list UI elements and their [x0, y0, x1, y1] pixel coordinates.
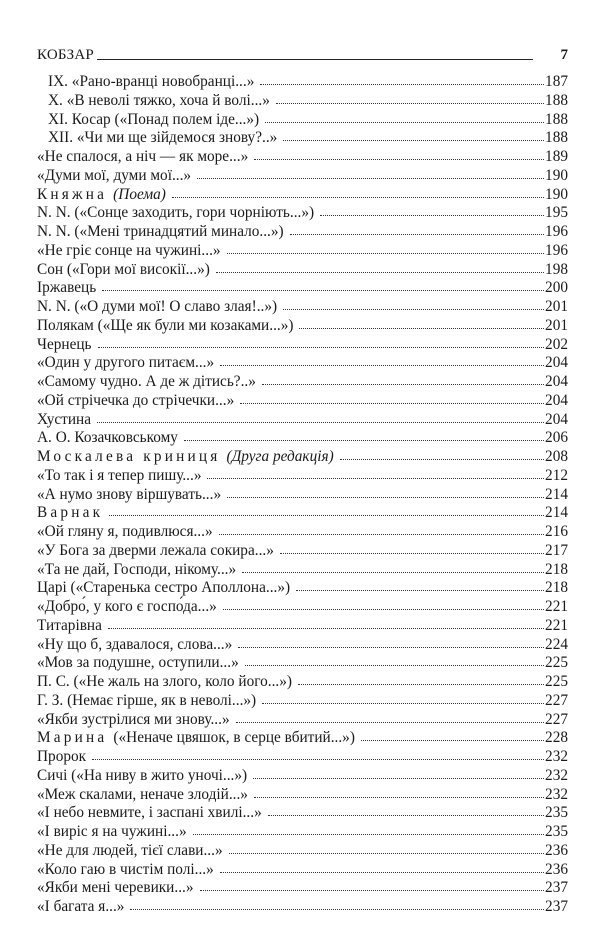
entry-page-number: 217: [545, 541, 568, 559]
entry-title: «Ой стрічечка до стрічечки...»: [37, 391, 235, 409]
entry-page-number: 212: [545, 466, 568, 484]
entry-title: Іржавець: [37, 279, 97, 297]
toc-entry: [37, 542, 568, 561]
entry-page-number: 202: [545, 335, 568, 353]
dot-leader: [296, 590, 544, 591]
entry-page-number: 228: [545, 729, 568, 747]
entry-title: X. «В неволі тяжко, хоча й волі...»: [48, 91, 270, 109]
dot-leader: [216, 272, 544, 273]
entry-title: «Ой гляну я, подивлюся...»: [37, 523, 213, 540]
dot-leader: [193, 834, 544, 835]
dot-leader: [229, 853, 544, 854]
entry-title: «Коло гаю в чистім полі...»: [37, 860, 214, 878]
dot-leader: [320, 215, 544, 216]
table-of-contents: [37, 73, 568, 917]
dot-leader: [102, 290, 544, 291]
entry-subtitle: (Друга редакція): [226, 448, 334, 465]
entry-title: XII. «Чи ми ще зійдемося знову?..»: [48, 129, 278, 147]
entry-page-number: 204: [545, 410, 568, 428]
dot-leader: [276, 103, 544, 104]
dot-leader: [254, 797, 544, 798]
toc-entry: [37, 579, 568, 598]
toc-entry: [37, 861, 568, 880]
dot-leader: [92, 759, 544, 760]
dot-leader: [299, 328, 544, 329]
entry-page-number: 190: [545, 185, 568, 203]
dot-leader: [268, 815, 544, 816]
entry-title: «Не спалося, а ніч — як море...»: [37, 148, 249, 165]
entry-title: Титарівна: [37, 616, 102, 634]
entry-page-number: 187: [545, 73, 568, 90]
entry-title: Варнак: [37, 504, 104, 522]
toc-entry: [37, 673, 568, 692]
toc-entry: [37, 148, 568, 167]
entry-title: Г. З. (Немає гірше, як в неволі...»): [37, 691, 257, 709]
toc-entry: [37, 879, 568, 898]
dot-leader: [227, 497, 544, 498]
entry-title: N. N. («Мені тринадцятий минало...»): [37, 223, 284, 240]
toc-entry: [37, 279, 568, 298]
toc-entry: [37, 692, 568, 711]
entry-page-number: 237: [545, 898, 568, 915]
dot-leader: [283, 309, 544, 310]
toc-entry: [37, 804, 568, 823]
entry-page-number: 236: [545, 841, 568, 859]
toc-entry: [37, 186, 568, 205]
toc-entry: [37, 223, 568, 242]
dot-leader: [238, 647, 544, 648]
entry-subtitle: («Неначе цвяшок, в серце вбитий...»): [113, 729, 355, 747]
entry-page-number: 216: [545, 523, 568, 540]
entry-title: «У Бога за дверми лежала сокира...»: [37, 541, 274, 559]
entry-page-number: 224: [545, 635, 568, 653]
toc-entry: [37, 523, 568, 542]
entry-title: N. N. («Сонце заходить, гори чорніють...»): [37, 204, 315, 222]
running-header: [37, 44, 568, 64]
dot-leader: [298, 684, 544, 685]
entry-title: «Та не дай, Господи, нікому...»: [37, 560, 237, 578]
toc-entry: [37, 617, 568, 636]
entry-page-number: 208: [545, 448, 568, 465]
dot-leader: [130, 909, 544, 910]
entry-title: «Мов за подушне, оступили...»: [37, 654, 239, 672]
toc-entry: [37, 729, 568, 748]
entry-page-number: 188: [545, 91, 568, 109]
entry-title: П. С. («Не жаль на злого, коло його...»): [37, 673, 292, 690]
toc-entry: [37, 504, 568, 523]
entry-title: «Один у другого питаєм...»: [37, 354, 215, 372]
entry-page-number: 227: [545, 710, 568, 728]
entry-title: «І небо невмите, і заспані хвилі...»: [37, 804, 262, 822]
entry-page-number: 214: [545, 504, 568, 522]
toc-entry: [37, 654, 568, 673]
entry-page-number: 196: [545, 241, 568, 259]
entry-title: N. N. («О думи мої! О славо злая!..»): [37, 298, 278, 315]
entry-page-number: 232: [545, 785, 568, 803]
entry-page-number: 236: [545, 860, 568, 878]
toc-entry: [37, 92, 568, 111]
entry-page-number: 221: [545, 616, 568, 634]
entry-title: XI. Косар («Понад полем іде...»): [48, 110, 260, 128]
dot-leader: [220, 365, 544, 366]
dot-leader: [262, 384, 544, 385]
dot-leader: [265, 122, 544, 123]
entry-title: Сичі («На ниву в жито уночі...»): [37, 766, 248, 784]
dot-leader: [260, 84, 544, 85]
toc-entry: [37, 354, 568, 373]
toc-entry: [37, 467, 568, 486]
toc-entry: [37, 204, 568, 223]
entry-page-number: 232: [545, 766, 568, 784]
page-number: 7: [560, 47, 568, 63]
entry-title: «Думи мої, думи мої...»: [37, 166, 192, 184]
dot-leader: [200, 890, 545, 891]
entry-title: IX. «Рано-вранці новобранці...»: [48, 73, 255, 90]
toc-entry: [37, 711, 568, 730]
entry-title: Чернець: [37, 335, 92, 353]
entry-title: Пророк: [37, 748, 87, 765]
entry-title: «Якби мені черевики...»: [37, 879, 194, 897]
book-title: КОБЗАР: [37, 47, 94, 63]
dot-leader: [253, 778, 544, 779]
entry-title: «Якби зустрілися ми знову...»: [37, 710, 230, 728]
entry-title: А. О. Козачковському: [37, 429, 178, 447]
toc-entry: [37, 448, 568, 467]
dot-leader: [197, 178, 544, 179]
entry-title: «І багата я...»: [37, 898, 125, 915]
toc-entry: [37, 111, 568, 130]
toc-entry: [37, 298, 568, 317]
entry-title: «Самому чудно. А де ж дітись?..»: [37, 373, 256, 390]
dot-leader: [172, 197, 544, 198]
dot-leader: [242, 572, 544, 573]
toc-entry: [37, 242, 568, 261]
toc-entry: [37, 373, 568, 392]
entry-page-number: 188: [545, 129, 568, 147]
toc-entry: [37, 767, 568, 786]
dot-leader: [240, 403, 544, 404]
toc-entry: [37, 823, 568, 842]
dot-leader: [184, 440, 544, 441]
entry-page-number: 235: [545, 823, 568, 840]
dot-leader: [245, 665, 544, 666]
entry-page-number: 188: [545, 110, 568, 128]
entry-title: Княжна: [37, 185, 108, 203]
toc-entry: [37, 748, 568, 767]
toc-entry: [37, 842, 568, 861]
entry-title: Царі («Старенька сестро Аполлона...»): [37, 579, 291, 597]
entry-title: «Меж скалами, неначе злодій...»: [37, 785, 248, 803]
dot-leader: [223, 609, 544, 610]
dot-leader: [340, 459, 544, 460]
entry-title: «А нумо знову віршувать...»: [37, 485, 222, 503]
entry-page-number: 227: [545, 691, 568, 709]
entry-page-number: 201: [545, 298, 568, 315]
entry-page-number: 198: [545, 260, 568, 278]
entry-page-number: 204: [545, 354, 568, 372]
entry-page-number: 218: [545, 560, 568, 578]
entry-title: Сон («Гори мої високії...»): [37, 260, 210, 278]
entry-title: Москалева криниця: [37, 448, 221, 465]
entry-page-number: 195: [545, 204, 568, 222]
entry-title: «І виріс я на чужині...»: [37, 823, 187, 840]
toc-entry: [37, 898, 568, 917]
dot-leader: [220, 872, 544, 873]
toc-entry: [37, 73, 568, 92]
entry-page-number: 225: [545, 673, 568, 690]
dot-leader: [97, 422, 544, 423]
dot-leader: [283, 140, 544, 141]
entry-title: Хустина: [37, 410, 91, 428]
entry-subtitle: (Поема): [113, 185, 166, 203]
toc-entry: [37, 261, 568, 280]
entry-page-number: 235: [545, 804, 568, 822]
entry-title: Полякам («Ще як були ми козаками...»): [37, 316, 294, 334]
toc-entry: [37, 598, 568, 617]
toc-entry: [37, 167, 568, 186]
dot-leader: [262, 703, 544, 704]
entry-page-number: 232: [545, 748, 568, 765]
entry-page-number: 204: [545, 391, 568, 409]
toc-entry: [37, 392, 568, 411]
toc-entry: [37, 561, 568, 580]
toc-entry: [37, 786, 568, 805]
entry-title: «Не для людей, тієї слави...»: [37, 841, 223, 859]
dot-leader: [254, 159, 544, 160]
entry-title: «То так і я тепер пишу...»: [37, 466, 202, 484]
toc-entry: [37, 336, 568, 355]
entry-title: «Не гріє сонце на чужині...»: [37, 241, 221, 259]
entry-page-number: 204: [545, 373, 568, 390]
entry-page-number: 221: [545, 598, 568, 615]
header-rule: [97, 59, 533, 60]
dot-leader: [236, 722, 544, 723]
entry-page-number: 237: [545, 879, 568, 897]
toc-entry: [37, 129, 568, 148]
dot-leader: [207, 478, 544, 479]
dot-leader: [109, 515, 544, 516]
dot-leader: [108, 628, 544, 629]
dot-leader: [280, 553, 544, 554]
dot-leader: [290, 234, 544, 235]
entry-page-number: 200: [545, 279, 568, 297]
toc-entry: [37, 429, 568, 448]
entry-title: «Добро́, у кого є госпо́да...»: [37, 598, 217, 615]
dot-leader: [219, 534, 544, 535]
entry-title: Марина: [37, 729, 108, 747]
entry-page-number: 214: [545, 485, 568, 503]
toc-entry: [37, 411, 568, 430]
entry-title: «Ну що б, здавалося, слова...»: [37, 635, 233, 653]
dot-leader: [361, 740, 544, 741]
toc-entry: [37, 317, 568, 336]
dot-leader: [98, 347, 545, 348]
entry-page-number: 225: [545, 654, 568, 672]
entry-page-number: 196: [545, 223, 568, 240]
entry-page-number: 190: [545, 166, 568, 184]
entry-page-number: 189: [545, 148, 568, 165]
dot-leader: [227, 253, 544, 254]
entry-page-number: 206: [545, 429, 568, 447]
toc-entry: [37, 486, 568, 505]
entry-page-number: 201: [545, 316, 568, 334]
entry-page-number: 218: [545, 579, 568, 597]
toc-entry: [37, 636, 568, 655]
